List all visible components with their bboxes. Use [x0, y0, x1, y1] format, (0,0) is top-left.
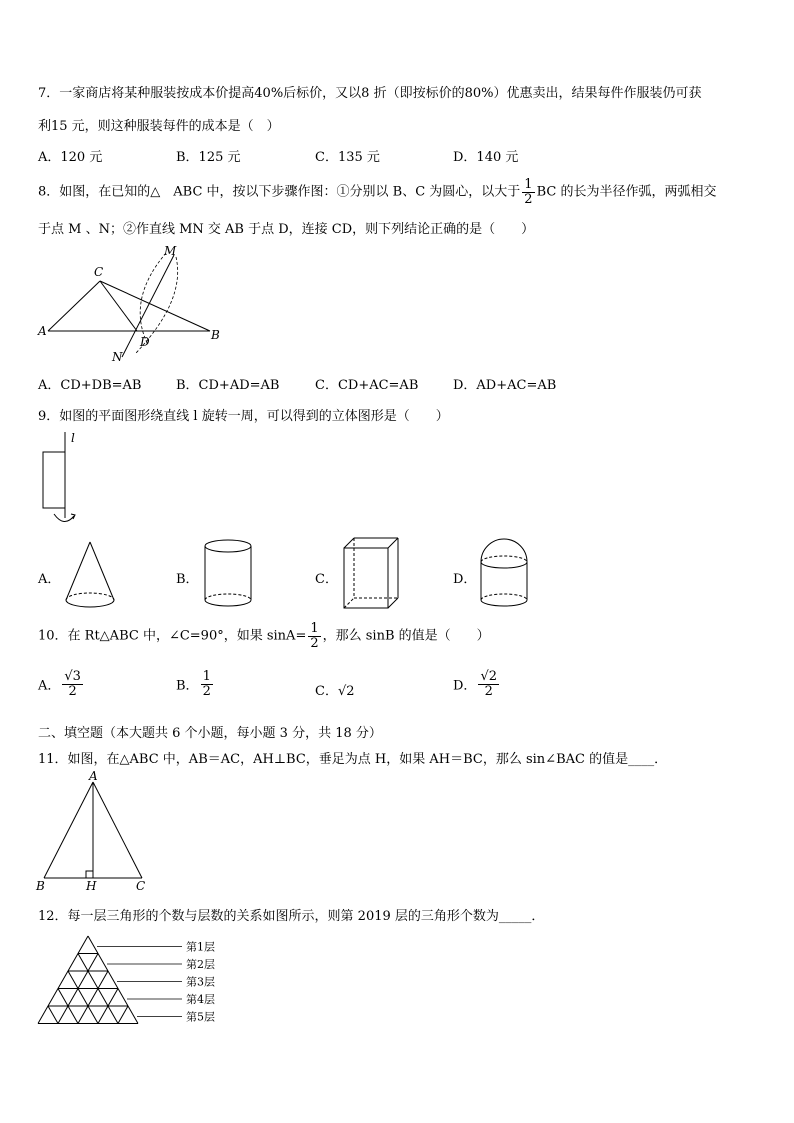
q7-option-b: B．125 元 — [176, 150, 241, 165]
q10-option-c-label: C． — [315, 684, 338, 699]
q12-layer-label-3: 第3层 — [186, 975, 215, 989]
q11-label-c: C — [136, 879, 146, 893]
q12-grid-diagonal-right — [38, 936, 88, 1024]
q7-line2: 利15 元，则这种服装每件的成本是（ ） — [38, 119, 280, 134]
q9-option-b-label: B． — [176, 572, 199, 587]
q7-line1: 7．一家商店将某种服装按成本价提高40%后标价，又以8 折（即按标价的80%）优惠卖出，结果每件作服装仍可获 — [38, 86, 702, 101]
q10-option-c — [315, 680, 355, 699]
q12-figure — [36, 932, 236, 1026]
q9-rotation-arrow — [54, 514, 74, 522]
q11-line-ab — [44, 782, 93, 878]
q8-option-a: A．CD+DB=AB — [38, 378, 142, 393]
q7-option-a: A．120 元 — [38, 150, 103, 165]
q8-label-n: N — [112, 350, 123, 364]
q10-option-b-label: B． — [176, 678, 199, 694]
q10-option-d-den: 2 — [484, 683, 493, 699]
section2-heading: 二、填空题（本大题共 6 个小题，每小题 3 分，共 18 分） — [38, 726, 382, 741]
q10-option-d-num: √2 — [480, 669, 497, 684]
q9-option-a-label: A． — [38, 572, 61, 587]
q12-line1: 12．每一层三角形的个数与层数的关系如图所示，则第 2019 层的三角形个数为_____． — [38, 909, 545, 924]
q10-option-d-label: D． — [453, 678, 477, 694]
q10-option-b-frac — [201, 670, 213, 698]
q8-option-d: D．AD+AC=AB — [453, 378, 557, 393]
q8-label-m: M — [164, 244, 177, 258]
q10-line1-a: 10．在 Rt△ABC 中，∠C=90°，如果 sinA= — [38, 628, 307, 644]
q12-layer-label-1: 第1层 — [186, 940, 215, 954]
q9-option-d-label: D． — [453, 572, 477, 587]
q10-option-b-den: 2 — [202, 683, 211, 699]
q8-option-b: B．CD+AD=AB — [176, 378, 280, 393]
q10-option-a-den: 2 — [68, 683, 77, 699]
q10-fraction — [308, 622, 320, 650]
q8-line2: 于点 M 、N；②作直线 MN 交 AB 于点 D，连接 CD，则下列结论正确的是（ ） — [38, 222, 535, 237]
q8-line-cb — [100, 281, 210, 331]
q11-label-b: B — [36, 879, 45, 893]
q10-option-c-value: √2 — [337, 684, 355, 699]
q8-figure — [36, 245, 221, 365]
q11-figure — [36, 769, 156, 893]
q9-option-c-label: C． — [315, 572, 338, 587]
q12-layer-label-2: 第2层 — [186, 958, 215, 971]
q8-line1-a: 8．如图，在已知的△ ABC 中，按以下步骤作图：①分别以 B、C 为圆心，以大于 — [38, 184, 521, 200]
q7-option-c: C．135 元 — [315, 150, 380, 165]
q10-frac-den: 2 — [310, 635, 319, 651]
q9-line1: 9．如图的平面图形绕直线 l 旋转一周，可以得到的立体图形是（ ） — [38, 409, 449, 424]
q8-label-d: D — [140, 335, 150, 349]
q11-label-a: A — [89, 769, 98, 783]
q10-line1 — [38, 622, 490, 650]
q10-line1-b: ，那么 sinB 的值是（ ） — [322, 628, 490, 644]
q7-option-d: D．140 元 — [453, 150, 519, 165]
q11-label-h: H — [86, 879, 97, 893]
q11-line-ac — [93, 782, 142, 878]
q9-option-d-dome-cylinder — [478, 536, 532, 612]
q10-option-a-label: A． — [38, 678, 61, 694]
q9-option-c-prism — [340, 536, 402, 612]
q8-fraction — [522, 178, 534, 206]
q8-line-ac — [48, 281, 100, 331]
q10-option-d-frac — [478, 670, 499, 698]
q8-option-c: C．CD+AC=AB — [315, 378, 419, 393]
q11-right-angle-mark — [86, 871, 93, 878]
q10-option-a-frac — [62, 670, 83, 698]
q8-line1-b: BC 的长为半径作弧，两弧相交 — [536, 184, 717, 200]
q8-frac-num: 1 — [524, 177, 533, 192]
q10-option-d — [453, 670, 501, 698]
q12-layer-label-4: 第4层 — [186, 993, 215, 1006]
q8-label-b: B — [211, 328, 220, 342]
q12-grid-diagonal-left — [48, 1006, 58, 1024]
q8-frac-den: 2 — [524, 191, 533, 207]
q10-option-a — [38, 670, 85, 698]
q9-figure — [38, 430, 88, 530]
q9-option-b-cylinder — [202, 538, 256, 612]
q8-line-cd — [100, 281, 137, 331]
q8-line1 — [38, 178, 716, 206]
q8-label-c: C — [94, 265, 104, 279]
q12-layer-label-5: 第5层 — [186, 1010, 215, 1024]
q10-option-b-num: 1 — [202, 669, 211, 684]
q12-grid-diagonal-left — [88, 936, 138, 1024]
q9-axis-label: l — [71, 431, 75, 445]
q10-option-b — [176, 670, 215, 698]
q8-label-a: A — [38, 324, 47, 338]
q11-line1: 11．如图，在△ABC 中，AB＝AC，AH⊥BC，垂足为点 H，如果 AH＝BC，那么 sin∠BAC 的值是____． — [38, 752, 668, 767]
q9-option-a-cone — [62, 540, 118, 610]
q12-grid-diagonal-right — [118, 1006, 128, 1024]
q10-option-a-num: √3 — [64, 669, 81, 684]
q10-frac-num: 1 — [310, 621, 319, 636]
q9-rectangle — [43, 452, 65, 508]
